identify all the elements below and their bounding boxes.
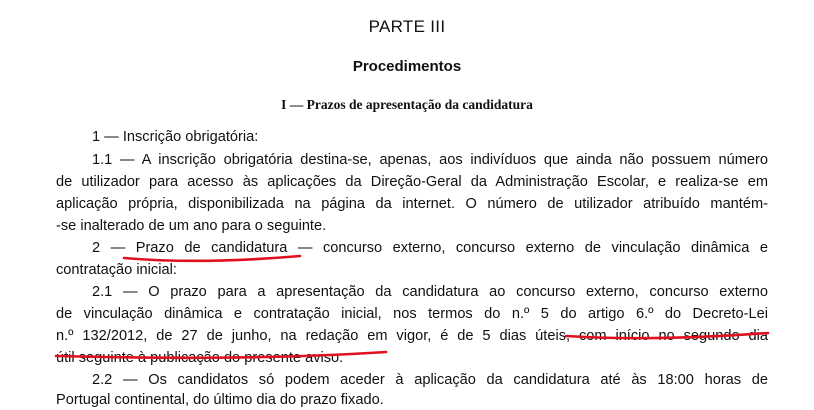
paragraph-line-13: Portugal continental, do último dia do prazo fixado.: [56, 392, 384, 408]
paragraph-line-3: de utilizador para acesso às aplicações da Direção-Geral da Administração Escolar, e realiza-se em: [56, 174, 768, 190]
paragraph-line-9: de vinculação dinâmica e contratação inicial, nos termos do n.º 5 do artigo 6.º do Decreto-Lei: [56, 306, 768, 322]
paragraph-line-2: 1.1 — A inscrição obrigatória destina-se, apenas, aos indivíduos que ainda não possuem número: [92, 152, 768, 168]
paragraph-line-7: contratação inicial:: [56, 262, 177, 278]
paragraph-line-5: -se inalterado de um ano para o seguinte.: [56, 218, 327, 234]
paragraph-line-8: 2.1 — O prazo para a apresentação da candidatura ao concurso externo, concurso externo: [92, 284, 768, 300]
paragraph-line-6: 2 — Prazo de candidatura — concurso externo, concurso externo de vinculação dinâmica e: [92, 240, 768, 256]
paragraph-line-10: n.º 132/2012, de 27 de junho, na redação em vigor, é de 5 dias úteis, com início no segundo dia: [56, 328, 768, 344]
section-heading: I — Prazos de apresentação da candidatura: [281, 97, 533, 112]
paragraph-line-11: útil seguinte à publicação do presente aviso.: [56, 350, 344, 366]
paragraph-line-12: 2.2 — Os candidatos só podem aceder à aplicação da candidatura até às 18:00 horas de: [92, 372, 768, 388]
part-heading: PARTE III: [368, 17, 446, 36]
page-title: Procedimentos: [352, 58, 462, 75]
paragraph-line-4: aplicação própria, disponibilizada na página da internet. O número de utilizador atribuído mantém-: [56, 196, 768, 212]
paragraph-line-1: 1 — Inscrição obrigatória:: [92, 129, 259, 145]
